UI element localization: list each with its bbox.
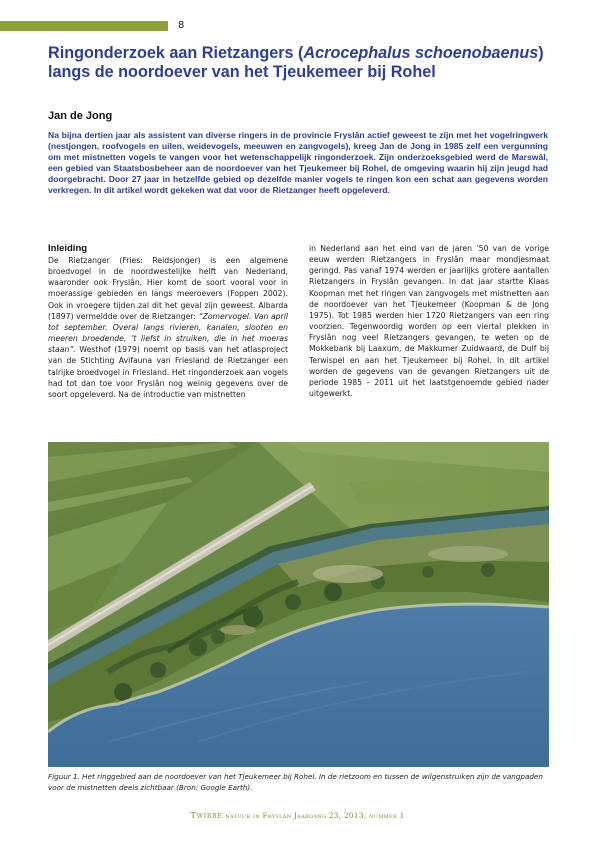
aerial-photo-illustration bbox=[48, 442, 549, 767]
article-title bbox=[48, 44, 558, 82]
title-text-start: Ringonderzoek aan Rietzangers ( bbox=[48, 44, 304, 62]
figure-caption: Figuur 1. Het ringgebied aan de noordoever van het Tjeukemeer bij Rohel. In de rietzoom en tussen de wilgenstruiken zijn de vangpaden voor de mistnetten deels zichtbaar (Bron: Google Earth). bbox=[48, 772, 543, 792]
header-accent-bar bbox=[0, 21, 168, 31]
title-latin-name: Acrocephalus schoenobaenus bbox=[303, 44, 539, 62]
historic-quote: “Zomervogel. Van april tot september. Overal langs rivieren, kanalen, slooten en meeren broedende, ’t liefst in struiken, die in het moeras staan”. bbox=[48, 311, 288, 355]
article-abstract: Na bijna dertien jaar als assistent van diverse ringers in de provincie Fryslân actief geweest te zijn met het vogelringwerk (nestjongen, roofvogels en uilen, weidevogels, meeuwen en zangvogels), kreeg Jan de Jong in 1985 zelf een vergunning om met mistnetten vogels te vangen voor het wetenschappelijk ringonderzoek. Zijn onderzoeksgebied werd de Marswâl, een gebied van Staatsbosbeheer aan de noordoever van het Tjeukemeer bij Rohel, de omgeving waarin hij zijn jeugd had doorgebracht. Door 27 jaar in hetzelfde gebied op dezelfde manier vogels te ringen kon een schat aan gegevens worden verkregen. In dit artikel wordt gekeken wat dat voor de Rietzanger heeft opgeleverd. bbox=[48, 130, 548, 195]
body-column-right bbox=[309, 243, 549, 399]
title-text-end: ) langs de noordoever van het Tjeukemeer bij Rohel bbox=[48, 44, 544, 81]
body-column-left bbox=[48, 243, 288, 400]
body-text: De Rietzanger (Fries: Reidsjonger) is een algemene broedvogel in de noordwestelijke helft van Nederland, waaronder ook Fryslân. Hier komt de soort vooral voor in moerassige gebieden en langs meeroevers (Foppen 2002). Ook in vroegere tijden zal dit het geval zijn geweest. Albarda (1897) vermeldde over de Rietzanger: bbox=[48, 256, 288, 321]
body-text-continued: Westhof (1979) noemt op basis van het atlasproject van de Stichting Avifauna van Friesland de Rietzanger een talrijke broedvogel in Friesland. Het ringonderzoek aan vogels had tot dan toe voor Fryslân nog weinig gegevens over de soort opgeleverd. Na de introductie van mistnetten bbox=[48, 345, 288, 399]
aerial-photo bbox=[48, 442, 549, 767]
page-footer bbox=[0, 810, 595, 820]
footer-publication-info: natuur in Fryslân Jaargang 23, 2013, nummer 1 bbox=[222, 811, 405, 820]
page-number: 8 bbox=[178, 20, 185, 31]
body-paragraph-right: in Nederland aan het eind van de jaren ‘50 van de vorige eeuw werden Rietzangers in Fryslân maar mondjesmaat geringd. Pas vanaf 1974 werden er jaarlijks grotere aantallen Rietzangers in Fryslân gevangen. In dat jaar startte Klaas Koopman met het ringen van zangvogels met mistnetten aan de noordoever van het Tjeukemeer (Koopman & de Jong 1975). Tot 1985 werden hier 1720 Rietzangers van een ring voorzien. Tegenwoordig worden op een viertal plekken in Fryslân nog veel Rietzangers gevangen, te weten op de Mokkebank bij Laaxum, de Makkumer Zuidwaard, de Dulf bij Terwispel en aan het Tjeukemeer bij Rohel. In dit artikel worden de gegevens van de gevangen Rietzangers uit de periode 1985 – 2011 uit het laatstgenoemde gebied nader uitgewerkt. bbox=[309, 244, 549, 399]
body-paragraph-left bbox=[48, 255, 288, 400]
footer-brand: Twirre bbox=[190, 810, 223, 820]
section-heading: Inleiding bbox=[48, 243, 88, 254]
article-author: Jan de Jong bbox=[48, 110, 113, 122]
